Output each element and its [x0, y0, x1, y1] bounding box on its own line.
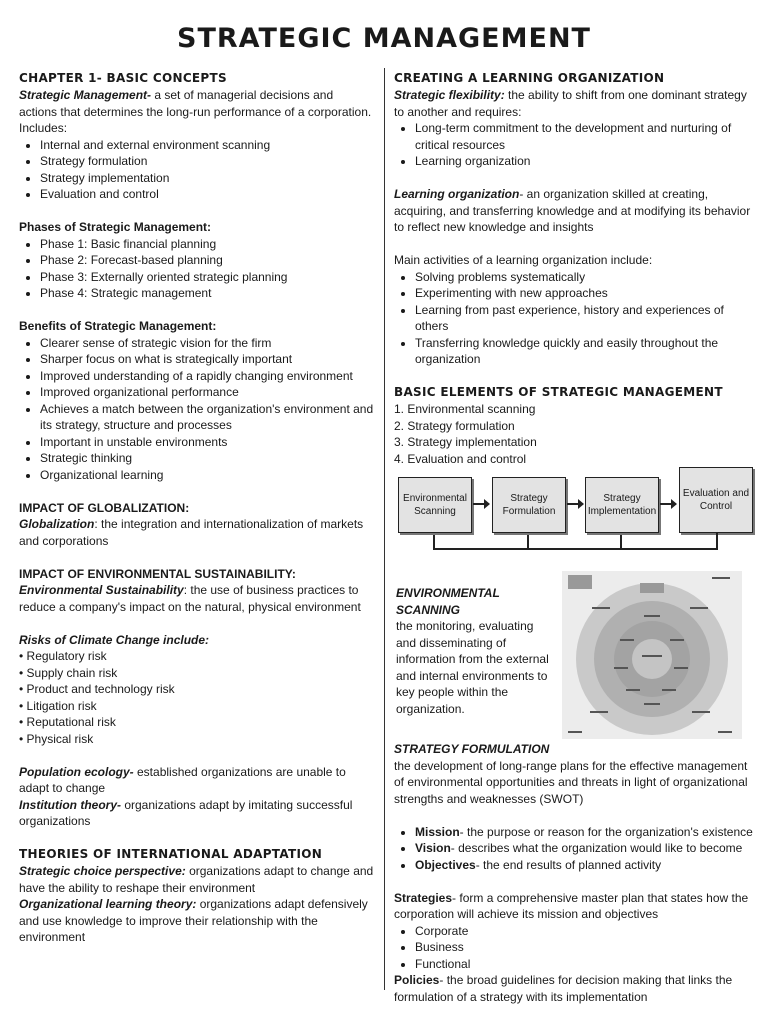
list-item: • Improved understanding of a rapidly changing environment — [40, 368, 374, 385]
strategic-choice: Strategic choice perspective: organizations adapt to change and have the ability to reshape their environment — [19, 864, 374, 895]
chapter-heading: CHAPTER 1- BASIC CONCEPTS — [19, 71, 227, 85]
right-column — [394, 70, 754, 1005]
list-item: 1. Environmental scanning — [394, 402, 536, 416]
arrow-icon — [660, 503, 676, 505]
list-item: • Solving problems systematically — [415, 269, 754, 286]
org-learning-theory: Organizational learning theory: organizations adapt defensively and use knowledge to improve their relationship with the environment — [19, 897, 368, 944]
environmental-scanning-section — [394, 571, 754, 741]
strategy-formulation-heading: STRATEGY FORMULATION — [394, 742, 550, 756]
list-item: • Phase 3: Externally oriented strategic planning — [40, 269, 374, 286]
list-item: • Internal and external environment scanning — [40, 137, 374, 154]
policies-definition: Policies- the broad guidelines for decision making that links the formulation of a strategy with its implementation — [394, 973, 733, 1004]
institution-theory: Institution theory- organizations adapt by imitating successful organizations — [19, 797, 353, 828]
left-column — [19, 70, 374, 946]
sm-definition: Strategic Management- a set of managerial decisions and actions that determines the long-run performance of a corporation. — [19, 88, 372, 119]
feedback-line — [433, 548, 718, 550]
feedback-arrow-icon — [433, 535, 435, 549]
theories-heading: THEORIES OF INTERNATIONAL ADAPTATION — [19, 847, 323, 861]
list-item: • Clearer sense of strategic vision for the firm — [40, 335, 374, 352]
arrow-icon — [567, 503, 583, 505]
list-item: • Learning from past experience, history and experiences of others — [415, 302, 754, 335]
feedback-arrow-icon — [620, 535, 622, 549]
mission-item: • Mission- the purpose or reason for the organization's existence — [415, 824, 754, 841]
list-item: • Experimenting with new approaches — [415, 285, 754, 302]
learning-org-heading: CREATING A LEARNING ORGANIZATION — [394, 71, 665, 85]
sustainability-definition: Environmental Sustainability: the use of business practices to reduce a company's impact on the natural, physical environment — [19, 583, 361, 614]
list-item: • Functional — [415, 956, 754, 973]
list-item: • Learning organization — [415, 153, 754, 170]
page-title: STRATEGIC MANAGEMENT — [177, 23, 591, 54]
learning-org-definition: Learning organization- an organization skilled at creating, acquiring, and transferring knowledge and at modifying its behavior to reflect new knowledge and insights — [394, 187, 751, 234]
strategies-definition: Strategies- form a comprehensive master plan that states how the corporation will achieve its mission and objectives — [394, 890, 749, 921]
list-item: • Organizational learning — [40, 467, 374, 484]
phases-heading: Phases of Strategic Management: — [19, 220, 212, 234]
list-item: • Phase 1: Basic financial planning — [40, 236, 374, 253]
globalization-heading: IMPACT OF GLOBALIZATION: — [19, 500, 190, 515]
list-item: • Important in unstable environments — [40, 434, 374, 451]
list-item: • Phase 2: Forecast-based planning — [40, 252, 374, 269]
includes-label: Includes: — [19, 121, 68, 135]
diagram-box-formulation: Strategy Formulation — [492, 477, 566, 533]
flexibility-list — [394, 120, 754, 170]
globalization-definition: Globalization: the integration and internationalization of markets and corporations — [19, 517, 364, 548]
population-ecology: Population ecology- established organizations are unable to adapt to change — [19, 764, 346, 795]
feedback-arrow-icon — [527, 535, 529, 549]
list-item: 2. Strategy formulation — [394, 418, 515, 433]
environment-diagram-image — [562, 571, 742, 739]
list-item: • Supply chain risk — [19, 665, 118, 680]
diagram-box-scanning: Environmental Scanning — [398, 477, 472, 533]
objectives-item: • Objectives- the end results of planned activity — [415, 857, 754, 874]
sustainability-heading: IMPACT OF ENVIRONMENTAL SUSTAINABILITY: — [19, 566, 296, 581]
list-item: • Improved organizational performance — [40, 384, 374, 401]
elements-list — [394, 401, 754, 467]
phases-list — [19, 236, 374, 302]
list-item: • Sharper focus on what is strategically important — [40, 351, 374, 368]
list-item: • Physical risk — [19, 731, 94, 746]
list-item: • Strategic thinking — [40, 450, 374, 467]
arrow-icon — [473, 503, 489, 505]
activities-label: Main activities of a learning organization include: — [394, 253, 653, 267]
elements-heading: BASIC ELEMENTS OF STRATEGIC MANAGEMENT — [394, 385, 723, 399]
list-item: • Evaluation and control — [40, 186, 374, 203]
list-item: • Litigation risk — [19, 698, 97, 713]
diagram-box-evaluation: Evaluation and Control — [679, 467, 753, 533]
list-item: • Long-term commitment to the development and nurturing of critical resources — [415, 120, 754, 153]
list-item: • Business — [415, 939, 754, 956]
list-item: • Regulatory risk — [19, 649, 107, 663]
strategy-levels-list — [394, 923, 754, 973]
strategy-formulation-definition: the development of long-range plans for the effective management of environmental opportunities and threats in light of organizational strengths and weaknesses (SWOT) — [394, 758, 748, 806]
risks-heading: Risks of Climate Change include: — [19, 632, 210, 647]
mvo-list — [394, 824, 754, 874]
feedback-line — [716, 533, 718, 549]
list-item: • Corporate — [415, 923, 754, 940]
includes-list — [19, 137, 374, 203]
list-item: • Strategy implementation — [40, 170, 374, 187]
risks-list — [19, 648, 374, 747]
env-scanning-definition: the monitoring, evaluating and disseminating of information from the external and internal environments to key people within the organization. — [396, 619, 549, 716]
list-item: • Transferring knowledge quickly and easily throughout the organization — [415, 335, 754, 368]
benefits-heading: Benefits of Strategic Management: — [19, 319, 217, 333]
column-divider — [384, 68, 385, 990]
list-item: • Strategy formulation — [40, 153, 374, 170]
strategic-flexibility: Strategic flexibility: the ability to shift from one dominant strategy to another and requires: — [394, 88, 747, 119]
environment-circles-icon — [562, 571, 742, 739]
diagram-box-implementation: Strategy Implementation — [585, 477, 659, 533]
vision-item: • Vision- describes what the organization would like to become — [415, 840, 754, 857]
list-item: • Phase 4: Strategic management — [40, 285, 374, 302]
benefits-list — [19, 335, 374, 484]
list-item: • Achieves a match between the organization's environment and its strategy, structure and processes — [40, 401, 374, 434]
process-diagram — [394, 477, 754, 561]
list-item: • Reputational risk — [19, 715, 116, 729]
list-item: • Product and technology risk — [19, 682, 175, 696]
env-scanning-heading: ENVIRONMENTAL SCANNING — [396, 586, 500, 617]
activities-list — [394, 269, 754, 368]
list-item: 3. Strategy implementation — [394, 435, 537, 449]
list-item: 4. Evaluation and control — [394, 451, 527, 466]
